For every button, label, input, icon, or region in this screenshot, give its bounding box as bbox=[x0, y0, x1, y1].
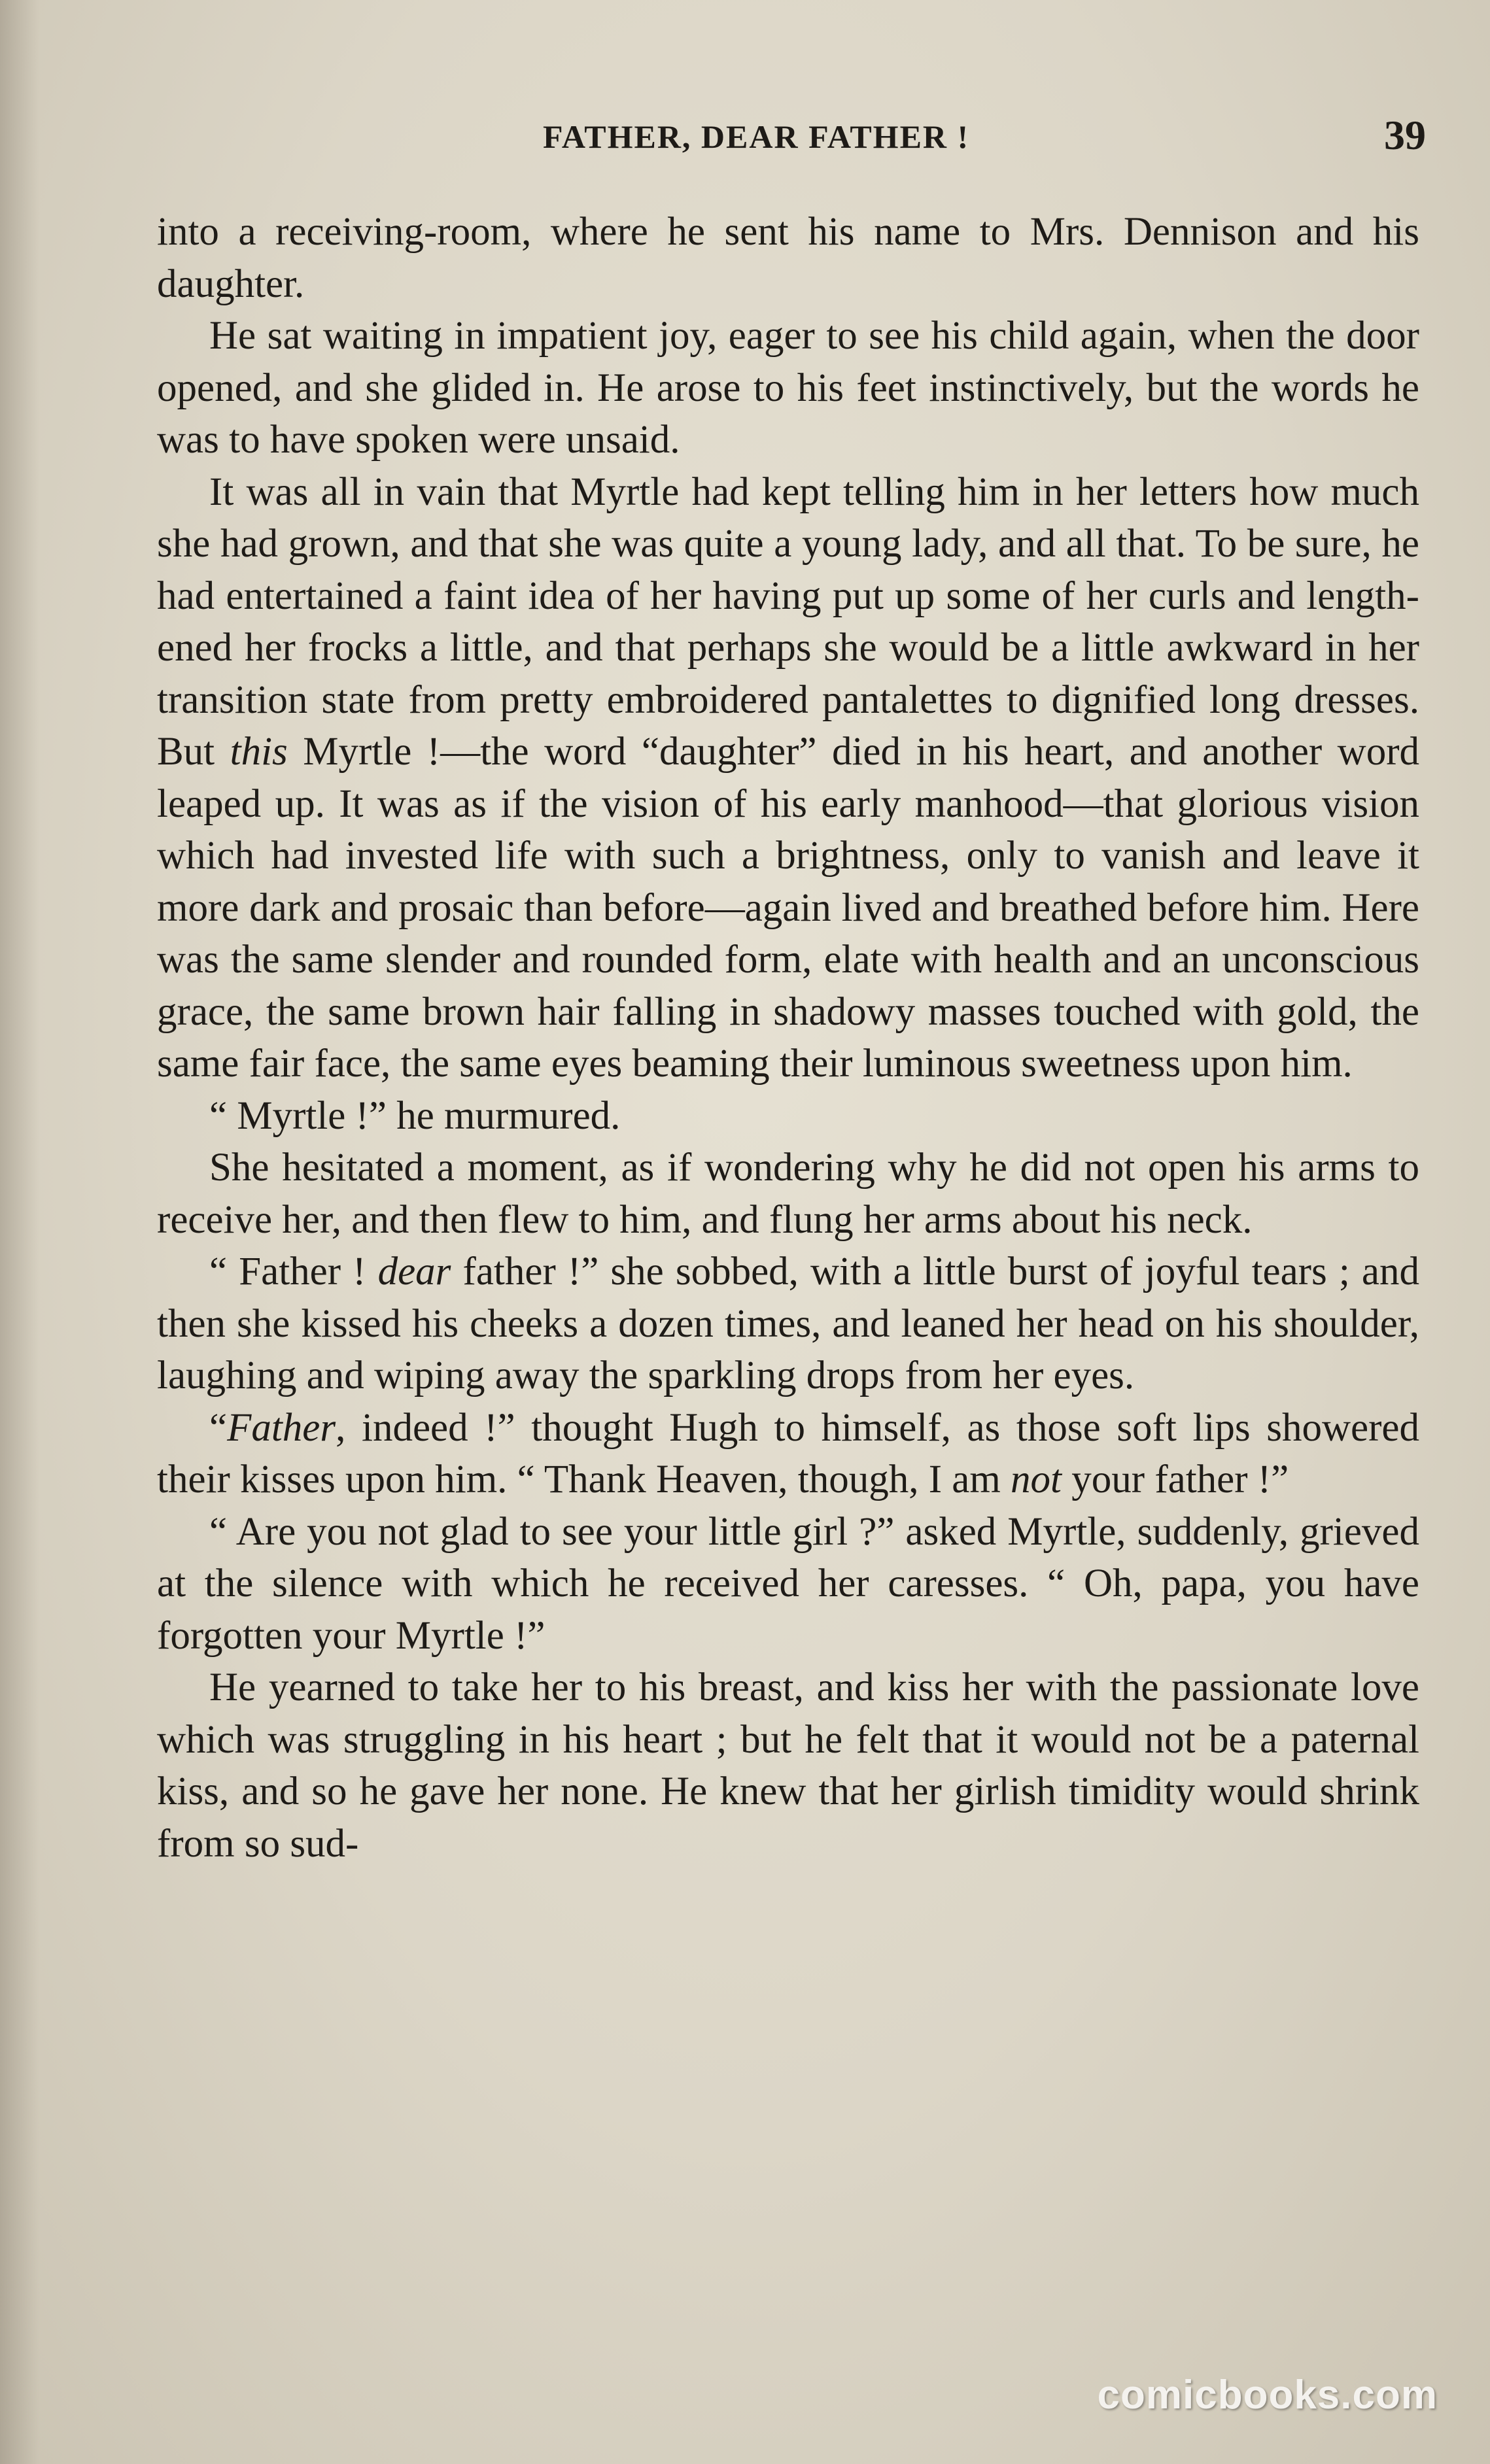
paragraph bbox=[157, 1402, 1419, 1506]
text-run: It was all in vain that Myrtle had kept telling him in her letters how much she had grown, and that she was quite a young lady, and all that. To be sure, he had entertained a faint idea of her having put up some of her curls and lengthened her frocks a little, and that perhaps she would be a little awkward in her transition state from pretty embroidered pantalettes to dignified long dresses. But bbox=[157, 470, 1419, 774]
page-header bbox=[157, 111, 1426, 170]
paragraph bbox=[157, 1506, 1419, 1662]
watermark: comicbooks.com bbox=[1097, 2372, 1438, 2418]
text-run: He yearned to take her to his breast, and kiss her with the passionate love which was struggling in his heart ; but he felt that it would not be a paternal kiss, and so he gave her none. He knew that her girlish timidity would shrink from so sud- bbox=[157, 1666, 1419, 1866]
paragraph bbox=[157, 206, 1419, 310]
paragraph bbox=[157, 1662, 1419, 1870]
italic-text: this bbox=[230, 730, 288, 774]
paragraph bbox=[157, 1090, 1419, 1142]
italic-text: Father bbox=[227, 1405, 336, 1450]
text-run: “ bbox=[209, 1405, 228, 1450]
text-run: into a receiving-room, where he sent his name to Mrs. Dennison and his daughter. bbox=[157, 210, 1419, 306]
paragraph bbox=[157, 466, 1419, 1090]
text-run: He sat waiting in impatient joy, eager to see his child again, when the door opened, and she glided in. He arose to his feet instinctively, but the words he was to have spoken were unsaid. bbox=[157, 314, 1419, 462]
text-run: “ Myrtle !” he murmured. bbox=[209, 1093, 621, 1138]
italic-text: dear bbox=[377, 1250, 451, 1293]
body-text bbox=[157, 206, 1419, 1870]
text-run: your father !” bbox=[1062, 1458, 1289, 1501]
paragraph bbox=[157, 1246, 1419, 1402]
page-number: 39 bbox=[1384, 112, 1426, 158]
text-run: father !” she sobbed, with a little burst of joyful tears ; and then she kissed his cheeks a dozen times, and leaned her head on his shoulder, laughing and wiping away the sparkling drops from her eyes. bbox=[157, 1250, 1419, 1397]
paragraph bbox=[157, 1142, 1419, 1246]
running-head: FATHER, DEAR FATHER ! bbox=[543, 118, 970, 155]
text-run: “ Father ! bbox=[209, 1250, 378, 1293]
italic-text: not bbox=[1011, 1458, 1062, 1501]
text-run: She hesitated a moment, as if wondering why he did not open his arms to receive her, and then flew to him, and flung her arms about his neck. bbox=[157, 1146, 1419, 1242]
text-run: , indeed !” thought Hugh to himself, as those soft lips showered their kisses upon him. “ Thank Heaven, though, I am bbox=[157, 1405, 1419, 1501]
text-run: “ Are you not glad to see your little girl ?” asked Myrtle, suddenly, grieved at the silence with which he received her caresses. “ Oh, papa, you have forgotten your Myrtle !” bbox=[157, 1509, 1419, 1658]
text-run: Myrtle !—the word “daughter” died in his heart, and another word leaped up. It was as if the vision of his early manhood—that glorious vision which had invested life with such a brightness, only to vanish and leave it more dark and prosaic than before—again lived and breathed before him. Here was the same slender and rounded form, elate with health and an unconscious grace, the same brown hair falling in shadowy masses touched with gold, the same fair face, the same eyes beaming their luminous sweetness upon him. bbox=[157, 730, 1420, 1086]
paragraph bbox=[157, 310, 1419, 466]
page-edge-shadow bbox=[0, 0, 39, 2464]
